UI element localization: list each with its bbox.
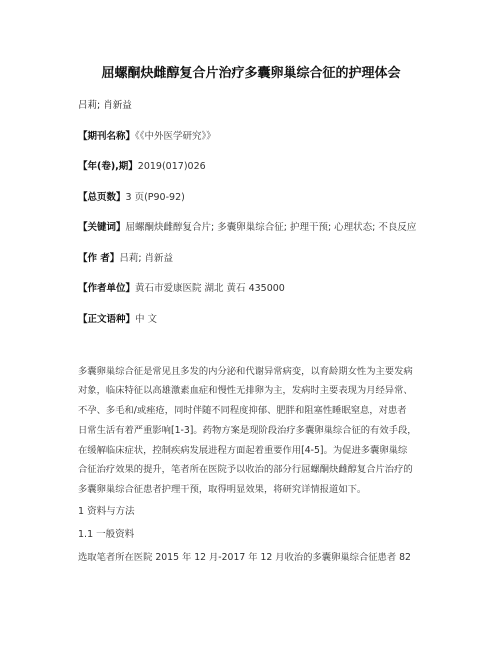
body-line: 日常生活有着严重影响[1-3]。药物方案是现阶段治疗多囊卵巢综合征的有效手段， xyxy=(78,425,417,436)
meta-label: 【总页数】 xyxy=(78,192,126,203)
paper-title: 屈螺酮炔雌醇复合片治疗多囊卵巢综合征的护理体会 xyxy=(101,66,401,81)
body-line: 合征治疗效果的提升，笔者所在医院予以收治的部分行屈螺酮炔雌醇复合片治疗的 xyxy=(78,464,413,475)
meta-value: 吕莉; 肖新益 xyxy=(119,253,174,264)
meta-value: 中 文 xyxy=(135,314,158,325)
meta-value: 黄石市爱康医院 湖北 黄石 435000 xyxy=(135,283,285,294)
meta-label: 【年(卷),期】 xyxy=(78,161,138,172)
meta-value: 2019(017)026 xyxy=(137,161,206,172)
body-line: 不孕、多毛和/或痤疮，同时伴随不同程度抑郁、肥胖和阻塞性睡眠窒息，对患者 xyxy=(78,405,407,416)
meta-authors xyxy=(78,250,173,264)
meta-label: 【期刊名称】 xyxy=(78,131,136,142)
meta-label: 【关键词】 xyxy=(78,222,126,233)
meta-affiliation xyxy=(78,280,285,294)
meta-volume xyxy=(78,158,206,172)
meta-language xyxy=(78,311,157,325)
body-line: 在缓解临床症状，控制疾病发展进程方面起着重要作用[4-5]。为促进多囊卵巢综 xyxy=(78,445,408,456)
body-line: 对象，临床特征以高雄激素血症和慢性无排卵为主，发病时主要表现为月经异常、 xyxy=(78,385,413,396)
meta-value: 3 页(P90-92) xyxy=(125,192,185,203)
subsection-heading: 1.1 一般资料 xyxy=(78,529,135,540)
meta-journal xyxy=(78,128,216,142)
meta-value: 《《中外医学研究》》 xyxy=(135,131,216,142)
section-heading: 1 资料与方法 xyxy=(78,506,135,517)
meta-keywords xyxy=(78,219,416,233)
body-line: 选取笔者所在医院 2015 年 12 月-2017 年 12 月收治的多囊卵巢综合征患者 82 xyxy=(78,552,411,563)
author-list: 吕莉; 肖新益 xyxy=(78,100,132,111)
meta-label: 【作者单位】 xyxy=(78,283,136,294)
body-line: 多囊卵巢综合征是常见且多发的内分泌和代谢异常病变，以育龄期女性为主要发病 xyxy=(78,366,413,377)
meta-value: 屈螺酮炔雌醇复合片; 多囊卵巢综合征; 护理干预; 心理状态; 不良反应 xyxy=(125,222,417,233)
meta-label: 【正文语种】 xyxy=(78,314,136,325)
meta-pages xyxy=(78,189,185,203)
body-line: 多囊卵巢综合征患者护理干预，取得明显效果，将研究详情报道如下。 xyxy=(78,484,367,495)
meta-label: 【作 者】 xyxy=(78,253,120,264)
